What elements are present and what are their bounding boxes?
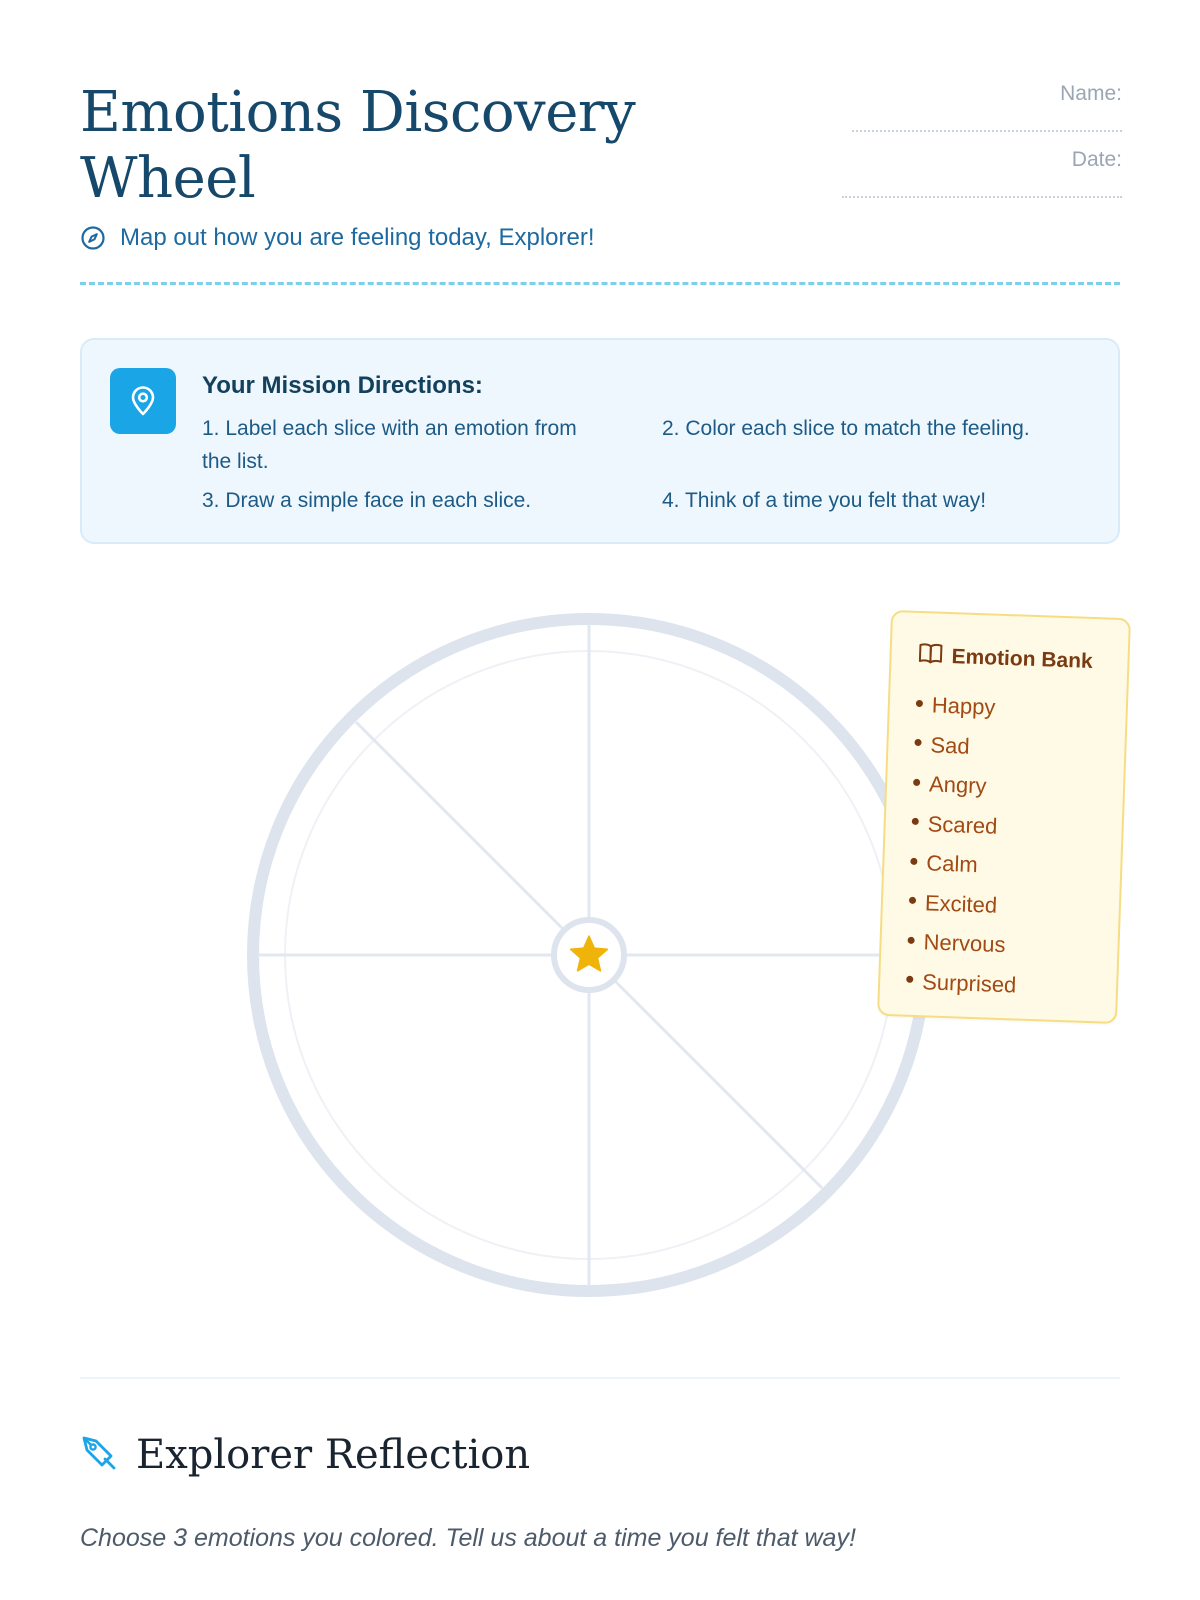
compass-icon: [80, 225, 106, 251]
name-label: Name:: [1060, 82, 1122, 105]
direction-item: 2. Color each slice to match the feeling.: [662, 417, 1030, 440]
pen-icon: [80, 1434, 118, 1476]
emotion-item: Happy: [915, 685, 1102, 731]
emotion-item: Angry: [912, 764, 1099, 810]
emotion-item: Nervous: [907, 922, 1094, 968]
subtitle-text: Map out how you are feeling today, Explorer!: [120, 224, 595, 251]
name-date-block: [822, 82, 1122, 214]
name-field[interactable]: [852, 106, 1122, 132]
emotion-bank: [877, 610, 1131, 1024]
book-icon: [917, 641, 944, 672]
emotion-list: [906, 685, 1103, 1007]
directions-heading: Your Mission Directions:: [202, 372, 483, 399]
reflection-header: [80, 1432, 530, 1478]
direction-item: 3. Draw a simple face in each slice.: [202, 489, 532, 512]
date-label: Date:: [1071, 148, 1122, 171]
emotion-item: Surprised: [906, 961, 1093, 1007]
direction-item: 4. Think of a time you felt that way!: [662, 489, 987, 512]
page-title: Emotions Discovery Wheel: [80, 80, 636, 211]
reflection-title: Explorer Reflection: [136, 1432, 531, 1478]
directions-card: [80, 338, 1120, 544]
emotion-item: Excited: [908, 882, 1095, 928]
emotion-bank-title: Emotion Bank: [951, 645, 1094, 673]
reflection-prompt: Choose 3 emotions you colored. Tell us about a time you felt that way!: [80, 1524, 856, 1552]
date-field[interactable]: [842, 172, 1122, 198]
direction-item: 1. Label each slice with an emotion from the list.: [202, 417, 577, 473]
emotion-item: Sad: [914, 724, 1101, 770]
emotion-item: Calm: [910, 843, 1097, 889]
subtitle: [80, 224, 595, 252]
section-divider: [80, 1377, 1120, 1379]
header-divider: [80, 282, 1120, 285]
map-pin-icon: [110, 368, 176, 434]
emotion-wheel[interactable]: [244, 610, 934, 1300]
emotion-item: Scared: [911, 803, 1098, 849]
emotion-bank-header: [917, 641, 1104, 677]
